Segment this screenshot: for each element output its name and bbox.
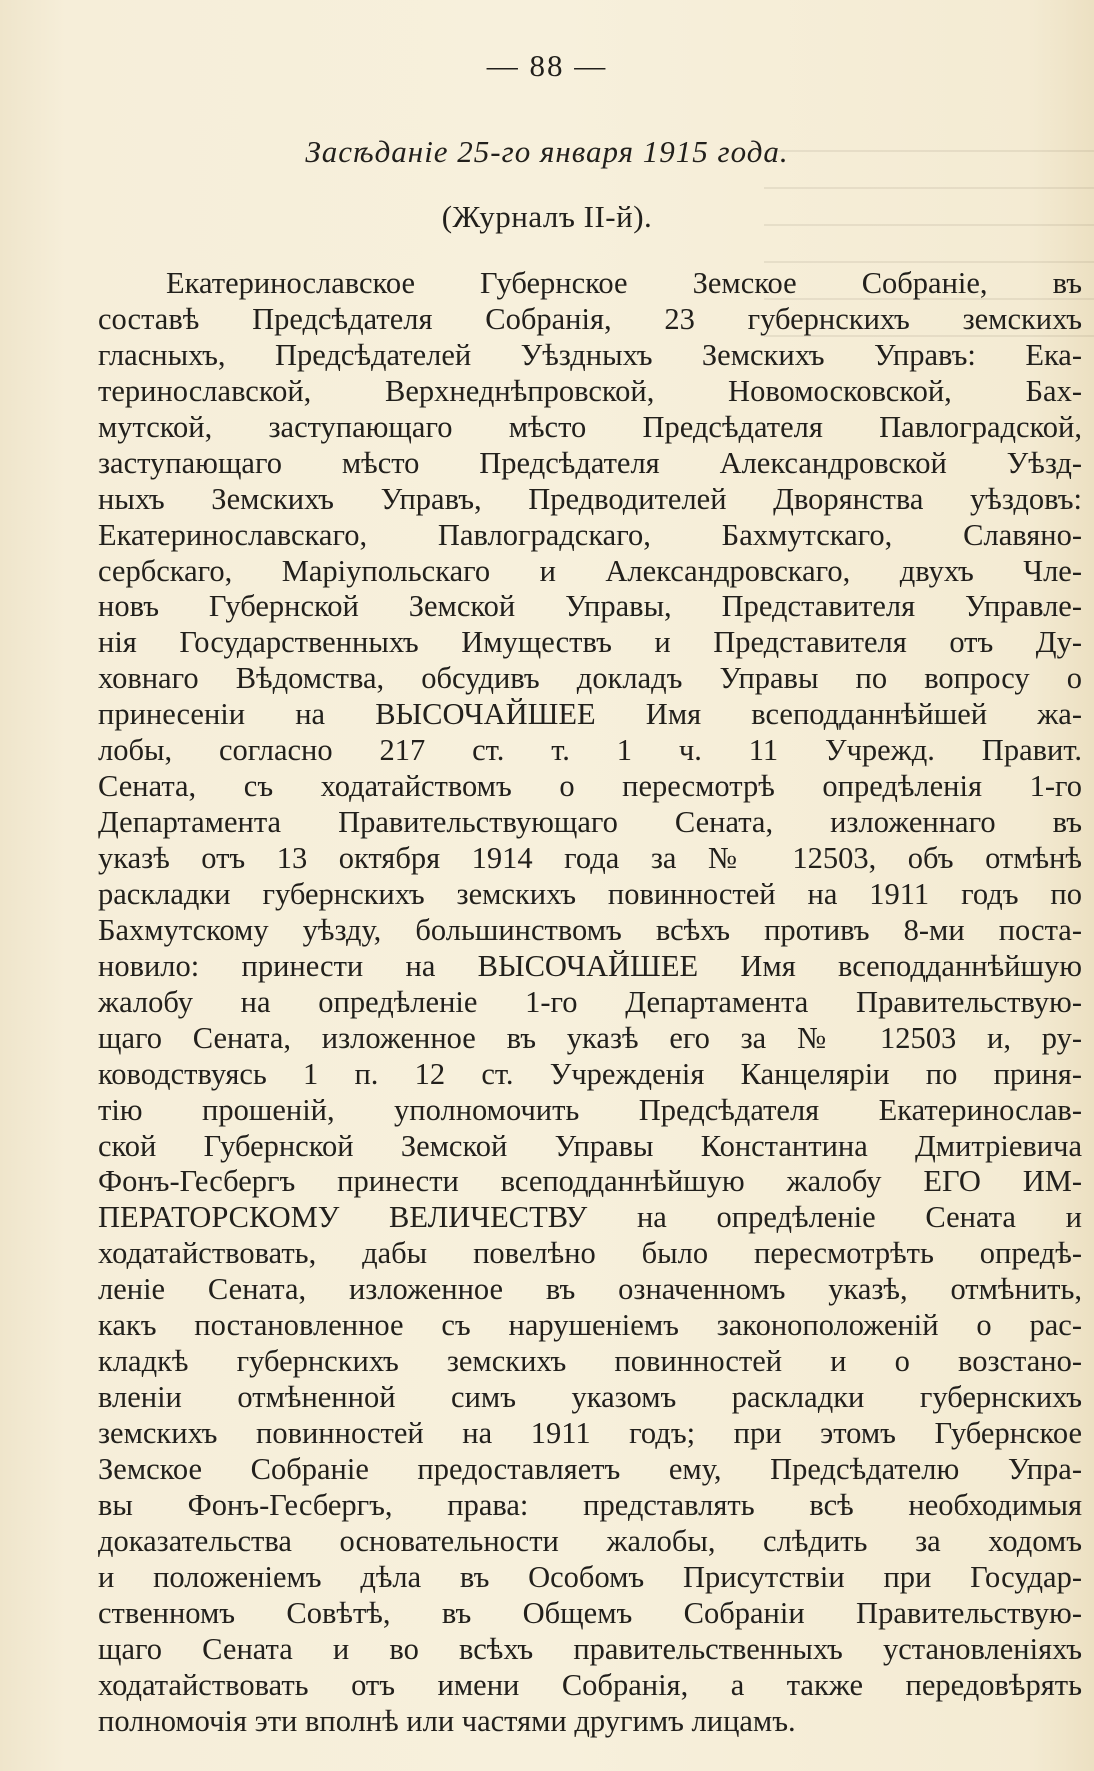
text-line-content: нія Государственныхъ Имуществъ и Представителя отъ Ду- [98, 625, 1082, 660]
text-line [98, 554, 1082, 590]
text-line-content: тію прошеній, уполномочить Предсѣдателя Екатеринослав- [98, 1092, 1082, 1127]
text-line [98, 410, 1082, 446]
text-line [98, 1308, 1082, 1344]
text-line-content: ственномъ Совѣтѣ, въ Общемъ Собраніи Правительствую- [98, 1595, 1082, 1630]
text-line [98, 877, 1082, 913]
text-line [98, 1488, 1082, 1524]
text-line [98, 1524, 1082, 1560]
text-line [98, 1057, 1082, 1093]
session-title: Засѣданіе 25-го января 1915 года. [305, 134, 789, 169]
journal-subtitle: (Журналъ II-й). [441, 199, 653, 234]
text-line-content: Екатеринославское Губернское Земское Собраніе, въ [166, 266, 1082, 300]
text-line-content: какъ постановленное съ нарушеніемъ законоположеній о рас- [98, 1308, 1082, 1343]
text-line-content: указѣ отъ 13 октября 1914 года за № 12503, объ отмѣнѣ [98, 841, 1082, 875]
text-line [98, 1344, 1082, 1380]
text-line-content: Бахмутскому уѣзду, большинствомъ всѣхъ противъ 8-ми поста- [98, 912, 1082, 947]
text-line [98, 1380, 1082, 1416]
text-line-content: ходатайствовать отъ имени Собранія, а также передовѣрять [98, 1667, 1082, 1702]
text-line-content: кладкѣ губернскихъ земскихъ повинностей и о возстано- [98, 1344, 1082, 1379]
text-line [98, 625, 1082, 661]
text-line-content: щаго Сената, изложенное въ указѣ его за № 12503 и, ру- [98, 1020, 1082, 1055]
text-line-content: вленіи отмѣненной симъ указомъ раскладки губернскихъ [98, 1380, 1082, 1415]
text-line [98, 302, 1082, 338]
text-line-content: Земское Собраніе предоставляетъ ему, Предсѣдателю Упра- [98, 1451, 1082, 1486]
text-line [98, 1668, 1082, 1704]
text-line-content: ходатайствовать, дабы повелѣно было пересмотрѣть опредѣ- [98, 1236, 1082, 1271]
body-paragraph [98, 266, 1082, 1739]
text-line [98, 1632, 1082, 1668]
text-line [98, 1164, 1082, 1200]
text-line [98, 446, 1082, 482]
text-line-content: ской Губернской Земской Управы Константина Дмитріевича [98, 1128, 1082, 1163]
text-line [98, 913, 1082, 949]
page-number: — 88 — [486, 48, 608, 83]
text-line-content: мутской, заступающаго мѣсто Предсѣдателя Павлоградской, [98, 409, 1082, 444]
text-line [98, 1093, 1082, 1129]
text-line [98, 1236, 1082, 1272]
text-line-content: доказательства основательности жалобы, слѣдить за ходомъ [98, 1523, 1082, 1558]
text-line-content: жалобу на опредѣленіе 1-го Департамента Правительствую- [98, 984, 1082, 1019]
text-line-content: сербскаго, Маріупольскаго и Александровскаго, двухъ Чле- [98, 553, 1082, 588]
text-line-content: полномочія эти вполнѣ или частями другимъ лицамъ. [98, 1703, 796, 1738]
text-line-content: ководствуясь 1 п. 12 ст. Учрежденія Канцеляріи по приня- [98, 1056, 1082, 1091]
text-line [98, 949, 1082, 985]
text-line-content: лобы, согласно 217 ст. т. 1 ч. 11 Учрежд. Правит. [98, 733, 1082, 768]
text-line-content: Екатеринославскаго, Павлоградскаго, Бахмутскаго, Славяно- [98, 517, 1082, 552]
text-line-content: принесеніи на ВЫСОЧАЙШЕЕ Имя всеподданнѣйшей жа- [98, 697, 1082, 732]
text-line [98, 266, 1082, 302]
text-line [98, 769, 1082, 805]
text-line-content: и положеніемъ дѣла въ Особомъ Присутствіи при Государ- [98, 1559, 1082, 1594]
text-line-content: ныхъ Земскихъ Управъ, Предводителей Дворянства уѣздовъ: [98, 481, 1082, 516]
text-line-content: составѣ Предсѣдателя Собранія, 23 губернскихъ земскихъ [98, 301, 1082, 336]
text-line-content: ПЕРАТОРСКОМУ ВЕЛИЧЕСТВУ на опредѣленіе Сената и [98, 1200, 1082, 1235]
text-line [98, 697, 1082, 733]
text-line [98, 805, 1082, 841]
text-line [98, 733, 1082, 769]
text-line [98, 1704, 1082, 1740]
text-line-content: земскихъ повинностей на 1911 годъ; при этомъ Губернское [98, 1416, 1082, 1450]
text-line [98, 1452, 1082, 1488]
text-line [98, 482, 1082, 518]
text-line-content: ховнаго Вѣдомства, обсудивъ докладъ Управы по вопросу о [98, 661, 1082, 696]
text-line [98, 374, 1082, 410]
text-line [98, 1416, 1082, 1452]
text-line-content: Сената, съ ходатайствомъ о пересмотрѣ опредѣленія 1-го [98, 769, 1082, 804]
text-line-content: леніе Сената, изложенное въ означенномъ указѣ, отмѣнить, [98, 1272, 1082, 1307]
text-line-content: Департамента Правительствующаго Сената, изложеннаго въ [98, 805, 1082, 840]
text-line-content: новъ Губернской Земской Управы, Представителя Управле- [98, 589, 1082, 624]
text-line [98, 841, 1082, 877]
text-line-content: заступающаго мѣсто Предсѣдателя Александровской Уѣзд- [98, 445, 1082, 480]
text-line-content: щаго Сената и во всѣхъ правительственныхъ установленіяхъ [98, 1631, 1082, 1666]
text-line-content: новило: принести на ВЫСОЧАЙШЕЕ Имя всеподданнѣйшую [98, 948, 1082, 983]
text-line [98, 1272, 1082, 1308]
text-line [98, 1596, 1082, 1632]
text-line [98, 1200, 1082, 1236]
text-line-content: теринославской, Верхнеднѣпровской, Новомосковской, Бах- [98, 373, 1082, 408]
text-line [98, 589, 1082, 625]
text-line [98, 985, 1082, 1021]
text-line-content: раскладки губернскихъ земскихъ повинностей на 1911 годъ по [98, 876, 1082, 911]
text-line [98, 1129, 1082, 1165]
text-line [98, 338, 1082, 374]
text-line-content: гласныхъ, Предсѣдателей Уѣздныхъ Земскихъ Управъ: Ека- [98, 337, 1082, 372]
text-line [98, 661, 1082, 697]
text-line [98, 1560, 1082, 1596]
text-line [98, 1021, 1082, 1057]
text-line-content: вы Фонъ-Гесбергъ, права: представлять всѣ необходимыя [98, 1487, 1082, 1522]
text-line-content: Фонъ-Гесбергъ принести всеподданнѣйшую жалобу ЕГО ИМ- [98, 1164, 1082, 1199]
text-line [98, 518, 1082, 554]
